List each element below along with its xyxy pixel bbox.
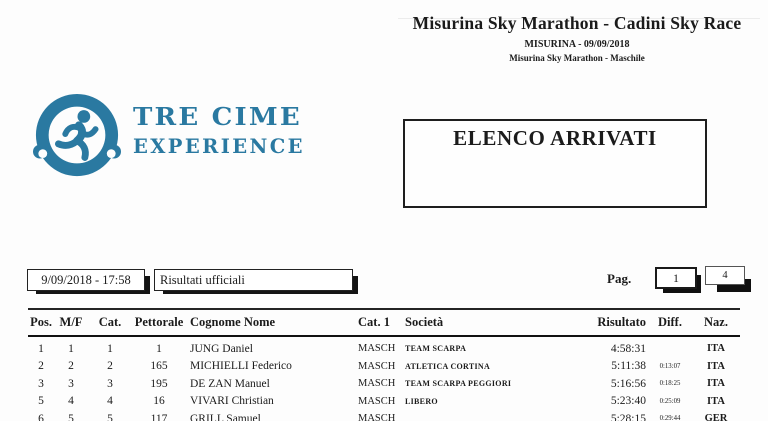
table-rule-header bbox=[28, 335, 740, 338]
table-row bbox=[28, 358, 740, 376]
cell-nome: DE ZAN Manuel bbox=[190, 377, 270, 390]
cell-cat: 1 bbox=[107, 342, 113, 355]
column-header-cat1: Cat. 1 bbox=[358, 314, 390, 329]
table-row bbox=[28, 393, 740, 411]
cell-naz: GER bbox=[704, 413, 728, 421]
column-header-pos: Pos. bbox=[30, 314, 52, 329]
cell-mf: 1 bbox=[68, 342, 74, 355]
cell-mf: 4 bbox=[68, 395, 74, 408]
table-row bbox=[28, 410, 740, 421]
column-header-nome: Cognome Nome bbox=[190, 314, 276, 329]
datetime-text: 9/09/2018 - 17:58 bbox=[41, 273, 131, 287]
page-label: Pag. bbox=[607, 271, 632, 286]
cell-cat: 3 bbox=[107, 377, 113, 390]
logo-wordmark bbox=[133, 104, 305, 158]
cell-mf: 5 bbox=[68, 412, 74, 421]
cell-societa: TEAM SCARPA bbox=[405, 344, 467, 354]
cell-nome: VIVARI Christian bbox=[190, 395, 274, 408]
race-location-date: MISURINA - 09/09/2018 bbox=[524, 39, 630, 50]
current-page-box: 1 bbox=[655, 267, 697, 289]
cell-pos: 5 bbox=[38, 395, 44, 408]
cell-pettorale: 16 bbox=[153, 395, 165, 408]
table-body bbox=[28, 340, 740, 421]
table-row bbox=[28, 340, 740, 358]
document-header bbox=[388, 13, 766, 63]
table-header-row bbox=[28, 310, 740, 335]
cell-cat1: MASCH bbox=[358, 413, 396, 421]
cell-diff: 0:13:07 bbox=[659, 362, 681, 370]
cell-naz: ITA bbox=[707, 343, 725, 355]
column-header-mf: M/F bbox=[59, 314, 83, 329]
datetime-box bbox=[27, 269, 145, 291]
cell-naz: ITA bbox=[707, 378, 725, 390]
cell-naz: ITA bbox=[707, 395, 725, 407]
cell-pos: 3 bbox=[38, 377, 44, 390]
elenco-arrivati-title: ELENCO ARRIVATI bbox=[453, 126, 657, 150]
column-header-risultato: Risultato bbox=[597, 314, 646, 329]
cell-pettorale: 195 bbox=[150, 377, 168, 390]
logo-text-line2: EXPERIENCE bbox=[133, 135, 305, 158]
cell-societa: LIBERO bbox=[405, 396, 438, 406]
column-header-societa: Società bbox=[405, 314, 444, 329]
cell-pos: 1 bbox=[38, 342, 44, 355]
cell-diff: 0:18:25 bbox=[659, 380, 681, 388]
elenco-arrivati-box bbox=[403, 119, 707, 208]
cell-risultato: 4:58:31 bbox=[610, 342, 646, 355]
results-table bbox=[28, 308, 740, 421]
race-title: Misurina Sky Marathon - Cadini Sky Race bbox=[412, 13, 742, 33]
total-pages-box: 4 bbox=[705, 266, 745, 285]
official-results-box bbox=[154, 269, 353, 291]
cell-pettorale: 117 bbox=[150, 412, 168, 421]
table-row bbox=[28, 375, 740, 393]
cell-cat: 2 bbox=[107, 360, 113, 373]
cell-pettorale: 165 bbox=[150, 360, 168, 373]
cell-risultato: 5:11:38 bbox=[611, 360, 646, 373]
column-header-cat: Cat. bbox=[98, 314, 122, 329]
cell-cat1: MASCH bbox=[358, 360, 396, 372]
logo-text-line1: TRE CIME bbox=[133, 104, 302, 132]
cell-nome: MICHIELLI Federico bbox=[190, 360, 292, 373]
cell-risultato: 5:16:56 bbox=[610, 377, 646, 390]
cell-mf: 3 bbox=[68, 377, 74, 390]
tre-cime-experience-logo bbox=[28, 92, 328, 182]
cell-naz: ITA bbox=[707, 360, 725, 372]
cell-cat: 4 bbox=[107, 395, 113, 408]
cell-cat1: MASCH bbox=[358, 378, 396, 390]
cell-nome: JUNG Daniel bbox=[190, 342, 253, 355]
cell-cat1: MASCH bbox=[358, 395, 396, 407]
cell-cat: 5 bbox=[107, 412, 113, 421]
column-header-diff: Diff. bbox=[658, 314, 682, 329]
cell-cat1: MASCH bbox=[358, 343, 396, 355]
official-results-text: Risultati ufficiali bbox=[160, 273, 245, 287]
cell-societa: TEAM SCARPA PEGGIORI bbox=[405, 379, 512, 389]
runner-badge-icon bbox=[28, 92, 126, 180]
cell-pettorale: 1 bbox=[156, 342, 162, 355]
cell-risultato: 5:28:15 bbox=[610, 412, 646, 421]
cell-mf: 2 bbox=[68, 360, 74, 373]
cell-pos: 2 bbox=[38, 360, 44, 373]
column-header-pettorale: Pettorale bbox=[134, 314, 184, 329]
cell-diff: 0:25:09 bbox=[659, 397, 681, 405]
race-category: Misurina Sky Marathon - Maschile bbox=[509, 53, 645, 63]
cell-societa: ATLETICA CORTINA bbox=[405, 361, 491, 371]
cell-nome: GRILL Samuel bbox=[190, 412, 261, 421]
cell-pos: 6 bbox=[38, 412, 44, 421]
column-header-naz: Naz. bbox=[704, 314, 728, 329]
cell-risultato: 5:23:40 bbox=[610, 395, 646, 408]
cell-diff: 0:29:44 bbox=[659, 415, 681, 421]
